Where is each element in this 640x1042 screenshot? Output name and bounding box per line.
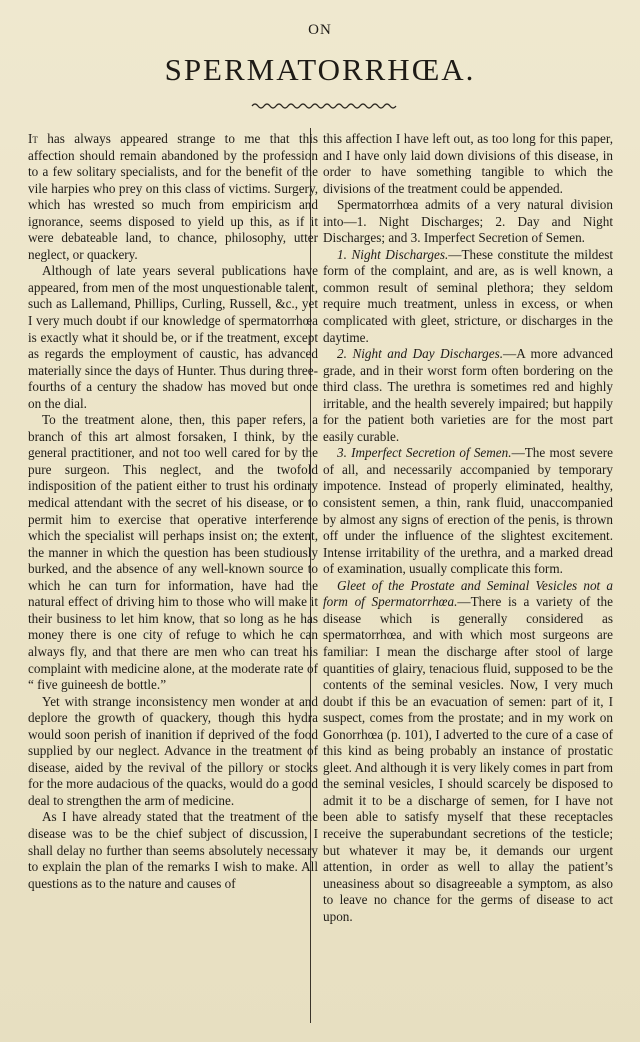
paragraph-text: Yet with strange inconsistency men wonder at and deplore the growth of quackery, though this hydra would soon perish of inanition if deprived of the food supplied by our neglect. Advance in the treatment of disease, aided by the revival of the pillory or stocks for the more audacious of the quacks, would do a good deal to strengthen the arm of medicine. (28, 693, 318, 808)
body-paragraph (28, 131, 318, 263)
body-paragraph (323, 247, 613, 346)
body-paragraph (323, 346, 613, 445)
body-paragraph (323, 131, 613, 197)
body-paragraph (323, 445, 613, 577)
paragraph-text: As I have already stated that the treatment of the disease was to be the chief subject of discussion, I shall delay no further than seems absolutely necessary to explain the plan of the remarks I wish to make. All questions as to the nature and causes of (28, 809, 318, 891)
body-paragraph (28, 694, 318, 810)
section-heading: 3. Imperfect Secretion of Semen. (337, 445, 512, 461)
body-paragraph (28, 412, 318, 693)
body-paragraph (28, 263, 318, 412)
section-heading: Gleet of the Prostate and Seminal Vesicles not a form of Spermatorrhœa. (323, 577, 613, 610)
paragraph-text: —These constitute the mildest form of the complaint, and are, as is well known, a common result of seminal plethora; they seldom require much treatment, unless in excess, or when complicated with gleet, stricture, or discharges in the daytime. (323, 246, 613, 345)
paragraph-text: —There is a variety of the disease which is generally considered as spermatorrhœa, and with which most surgeons are familiar: I mean the discharge after stool of large quantities of glairy, tenacious fluid, supposed to be the contents of the seminal vesicles. Now, I very much doubt if this be an evacuation of semen: part of it, I suspect, comes from the prostate; and in my work on Gonorrhœa (p. 101), I adverted to the cure of a case of this kind as being probably an instance of prostatic gleet. And although it is very likely comes in part from the seminal vesicles, I should scarcely be disposed to admit it to be a discharge of semen, for I have not been able to satisfy myself that these receptacles receive the superabundant secretions of the testicle; but whatever it may be, it demands our urgent attention, in order as well to allay the patient’s uneasiness about so disagreeable a symptom, as also to leave no chance for the germs of disease to act upon. (323, 594, 614, 924)
section-heading: 2. Night and Day Discharges. (337, 346, 504, 362)
paragraph-text: —A more advanced grade, and in their worst form often bordering on the third class. The urethra is sometimes red and highly irritable, and the health severely impaired; but happily for the patient both varieties are for the most part easily curable. (323, 346, 613, 444)
body-paragraph (323, 197, 613, 247)
opening-word: It (28, 131, 38, 146)
paragraph-text: —The most severe of all, and necessarily accompanied by temporary impotence. Instead of properly eliminated, healthy, consistent semen, a thin, rank fluid, unaccompanied by almost any signs of erection of the penis, is thrown off under the influence of the slightest excitement. Intense irritability of the urethra, and a marked dread of examination, usually complicate this form. (323, 445, 614, 577)
paragraph-text: has always appeared strange to me that this affection should remain abandoned by the profession to a few solitary specialists, and for the benefit of the vile harpies who prey on this class of victims. Surgery, which has wrested so much from empiricism and ignorance, seems disposed to yield up this, as if it were debateable land, to chance, philosophy, utter neglect, or quackery. (28, 131, 318, 262)
section-heading: 1. Night Discharges. (337, 246, 449, 262)
paragraph-text: To the treatment alone, then, this paper refers, a branch of this art almost forsaken, I think, by the general practitioner, and not too well cared for by the pure surgeon. This neglect, and the twofold indisposition of the patient either to trust his ordinary medical attendant with the secret of his disease, or to permit him to exercise that operative interference which the specialist will perhaps insist on; the extent, the manner in which the question has been studiously burked, and the absence of any well-known source to which he can turn for information, have had the natural effect of driving him to those who will make it their business to let him know, that so long as he has money there is one city of refuge to which he can always fly, and that there are men who can treat his complaint with medicine alone, at the moderate rate of “ five guineesh de bottle.” (28, 412, 318, 693)
body-paragraph (28, 809, 318, 892)
left-column (28, 131, 318, 892)
paragraph-text: Although of late years several publications have appeared, from men of the most unquestionable talent, such as Lallemand, Phillips, Curling, Russell, &c., yet I very much doubt if our knowledge of spermatorrhœa is exactly what it should be, or if the treatment, except as regards the employment of caustic, has advanced materially since the days of Hunter. Thus during three-fourths of a century the shadow has moved but once on the dial. (28, 263, 318, 411)
right-column (323, 131, 613, 925)
paragraph-text: Spermatorrhœa admits of a very natural division into—1. Night Discharges; 2. Day and Night Discharges; and 3. Imperfect Secretion of Semen. (323, 197, 613, 246)
wavy-ornament-divider (250, 100, 400, 112)
paragraph-text: this affection I have left out, as too long for this paper, and I have only laid down divisions of this disease, in order to have something tangible to which the divisions of the treatment could be appended. (323, 131, 613, 196)
page-title: SPERMATORRHŒA. (164, 52, 476, 87)
body-paragraph (323, 578, 613, 925)
title-kicker: ON (308, 22, 332, 38)
